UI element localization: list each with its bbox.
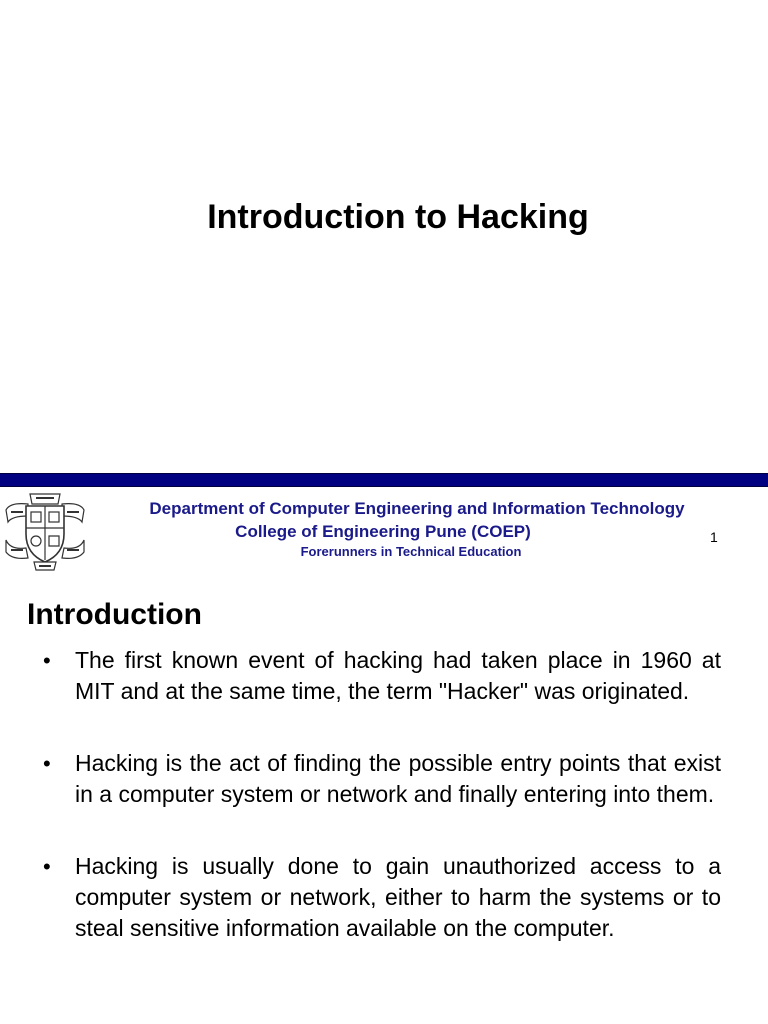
bullet-icon: • (43, 648, 51, 673)
bullet-icon: • (43, 751, 51, 776)
bullet-list (0, 645, 768, 985)
section-heading: Introduction (27, 598, 202, 631)
bullet-text: Hacking is usually done to gain unauthorized access to a computer system or network, either to harm the systems or to steal sensitive information available on the computer. (75, 853, 721, 941)
bullet-item (0, 645, 768, 707)
slide-title: Introduction to Hacking (207, 198, 589, 236)
institution-header (100, 497, 734, 560)
bullet-item (0, 748, 768, 810)
header-band (0, 473, 768, 487)
bullet-text: The first known event of hacking had taken place in 1960 at MIT and at the same time, the term "Hacker" was originated. (75, 647, 721, 704)
bullet-text: Hacking is the act of finding the possible entry points that exist in a computer system or network and finally entering into them. (75, 750, 721, 807)
department-name: Department of Computer Engineering and Information Technology (149, 499, 685, 518)
bullet-item (0, 851, 768, 944)
bullet-icon: • (43, 854, 51, 879)
college-tagline: Forerunners in Technical Education (300, 544, 522, 559)
page-number: 1 (710, 529, 718, 545)
college-name: College of Engineering Pune (COEP) (235, 522, 531, 541)
